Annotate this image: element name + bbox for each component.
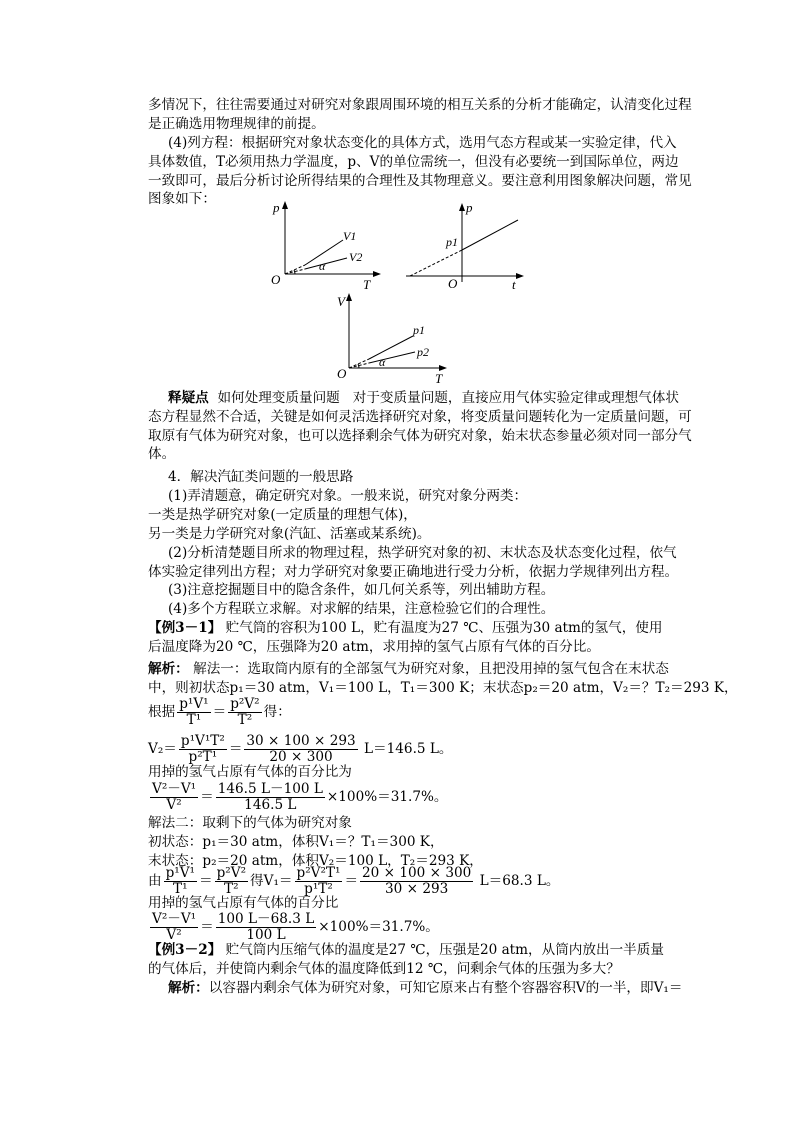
example-text: 贮气筒内压缩气体的温度是27 ℃，压强是20 atm，从筒内放出一半质量	[225, 942, 664, 958]
origin-label: O	[271, 272, 281, 287]
fraction: $\frac{\text{p²V²}}{\text{T²}}$	[216, 865, 247, 897]
pt-isochore-graph	[265, 198, 385, 297]
paragraph-line: (1)弄清题意，确定研究对象。一般来说，研究对象分两类：	[168, 488, 528, 504]
solution-text: 以容器内剩余气体为研究对象，可知它原来占有整个容器容积V的一半，即V₁＝	[208, 980, 683, 996]
example-tag: 【例3－2】	[148, 942, 222, 958]
eq-text: 由	[148, 873, 162, 889]
line-label: V1	[343, 229, 357, 243]
axis-label-x: T	[363, 277, 371, 292]
example-line: 后温度降为20 ℃，压强降为20 atm，求用掉的氢气占原有气体的百分比。	[148, 639, 600, 655]
section-heading: 4．解决汽缸类问题的一般思路	[168, 469, 354, 485]
paragraph-line: 一致即可，最后分析讨论所得结果的合理性及其物理意义。要注意利用图象解决问题，常见	[148, 173, 692, 189]
paragraph-line: (4)列方程：根据研究对象状态变化的具体方式，选用气态方程或某一实验定律，代入	[168, 135, 677, 151]
line-label: p2	[417, 345, 429, 359]
paragraph-line: 用掉的氢气占原有气体的百分比	[148, 895, 339, 911]
paragraph-line: (4)多个方程联立求解。对求解的结果，注意检验它们的合理性。	[168, 601, 555, 617]
paragraph-line: 另一类是力学研究对象(汽缸、活塞或某系统)。	[148, 526, 431, 542]
solution-line: 中，则初状态p₁＝30 atm，V₁＝100 L，T₁＝300 K；末状态p₂＝20 atm，V₂＝？T₂＝293 K，	[148, 680, 738, 696]
paragraph-line: 是正确选用物理规律的前提。	[148, 116, 325, 132]
solution-line	[148, 660, 669, 678]
solution-line	[168, 979, 682, 997]
vt-isobar-graph	[335, 290, 455, 389]
axis-label-x: t	[512, 277, 516, 292]
fraction: $\frac{\text{p¹V¹T²}}{\text{p²T¹}}$	[180, 733, 225, 765]
fraction: $\frac{\text{p²V²T¹}}{\text{p¹T²}}$	[296, 865, 341, 897]
origin-label: O	[337, 366, 347, 381]
intercept-label: p1	[446, 235, 458, 249]
eq-text: 得V₁＝	[250, 873, 293, 889]
equation-line: 根据 $\frac{\text{p¹V¹}}{\text{T¹}}$ ＝ $\frac{\text{p²V²}}{\text{T²}}$ 得：	[148, 696, 291, 728]
paragraph-line: 图象如下：	[148, 191, 216, 207]
example-text: 贮气筒的容积为100 L，贮有温度为27 ℃、压强为30 atm的氢气，使用	[225, 620, 663, 636]
note-line	[168, 389, 679, 407]
eq-text: ×100%＝31.7%。	[318, 919, 439, 935]
axis-label-y: V	[337, 294, 345, 309]
paragraph-line: 具体数值，T必须用热力学温度，p、V的单位需统一，但没有必要统一到国际单位，两边	[148, 154, 679, 170]
paragraph-line: 一类是热学研究对象(一定质量的理想气体)，	[148, 507, 417, 523]
eq-text: 根据	[148, 704, 176, 720]
axis-label-y: p	[466, 200, 473, 215]
example-line	[148, 619, 662, 637]
solution-tag: 解析：	[168, 980, 209, 996]
paragraph-line: 解法二：取剩下的气体为研究对象	[148, 815, 352, 831]
fraction: $\frac{20 \times 100 \times 300}{30 \times 293}$	[362, 865, 472, 897]
fraction: $\frac{\text{V²－V¹}}{\text{V²}}$	[152, 911, 197, 943]
eq-text: V₂＝	[148, 741, 177, 757]
solution-tag: 解析：	[148, 661, 189, 677]
paragraph-line: 初状态：p₁＝30 atm，体积V₁＝？T₁＝300 K，	[148, 834, 444, 850]
eq-text: L＝68.3 L。	[479, 873, 560, 889]
equation-line: $\frac{\text{V²－V¹}}{\text{V²}}$ ＝ $\frac{146.5 L-100 L}{146.5 L}$ ×100%＝31.7%。	[152, 781, 448, 813]
fraction: $\frac{30 \times 100 \times 293}{20 \times 300}$	[246, 733, 356, 765]
paragraph-line: 体实验定律列出方程；对力学研究对象要正确地进行受力分析，依据力学规律列出方程。	[148, 564, 679, 580]
paragraph-line: (2)分析清楚题目所求的物理过程，热学研究对象的初、末状态及状态变化过程，依气	[168, 545, 677, 561]
eq-text: 得：	[263, 704, 291, 720]
equation-line: 由 $\frac{\text{p¹V¹}}{\text{T¹}}$ ＝ $\frac{\text{p²V²}}{\text{T²}}$ 得V₁＝ $\frac{\text{p²V²T¹}}{\text{p¹T²}}$ ＝ $\frac{20 \times 100 \times 300}{30 \times 293}$ L＝68.3 L。	[148, 865, 560, 897]
fraction: $\frac{\text{V²－V¹}}{\text{V²}}$	[152, 781, 197, 813]
paragraph-line: 用掉的氢气占原有气体的百分比为	[148, 764, 352, 780]
fraction: $\frac{100 L-68.3 L}{100 L}$	[217, 911, 315, 943]
line-label: V2	[349, 250, 363, 264]
angle-label: α	[319, 259, 326, 273]
example-line: 的气体后，并使筒内剩余气体的温度降低到12 ℃，问剩余气体的压强为多大？	[148, 961, 620, 977]
eq-text: ×100%＝31.7%。	[326, 789, 448, 805]
fraction: $\frac{\text{p¹V¹}}{\text{T¹}}$	[179, 696, 209, 728]
fraction: $\frac{\text{p¹V¹}}{\text{T¹}}$	[165, 865, 196, 897]
note-title: 如何处理变质量问题	[217, 390, 340, 406]
paragraph-line: 末状态：p₂＝20 atm，体积V₂＝100 L，T₂＝293 K，	[148, 853, 483, 869]
axis-label-x: T	[435, 371, 443, 385]
origin-label: O	[448, 276, 458, 291]
eq-text: L＝146.5 L。	[364, 741, 453, 757]
note-line: 体。	[148, 446, 176, 462]
paragraph-line: 多情况下，往往需要通过对研究对象跟周围环境的相互关系的分析才能确定，认清变化过程	[148, 97, 692, 113]
angle-label: α	[379, 355, 386, 369]
note-line: 态方程显然不合适，关键是如何灵活选择研究对象，将变质量问题转化为一定质量问题，可	[148, 409, 692, 425]
example-tag: 【例3－1】	[148, 620, 222, 636]
solution-text: 解法一：选取筒内原有的全部氢气为研究对象，且把没用掉的氢气包含在末状态	[193, 661, 669, 677]
fraction: $\frac{146.5 L-100 L}{146.5 L}$	[217, 781, 323, 813]
fraction: $\frac{\text{p²V²}}{\text{T²}}$	[230, 696, 260, 728]
axis-label-y: p	[273, 200, 280, 215]
note-text: 对于变质量问题，直接应用气体实验定律或理想气体状	[352, 390, 679, 406]
note-line: 取原有气体为研究对象，也可以选择剩余气体为研究对象，始末状态参量必须对同一部分气	[148, 428, 692, 444]
note-tag: 释疑点	[168, 390, 209, 406]
line-label: p1	[413, 323, 425, 337]
equation-line: V₂＝ $\frac{\text{p¹V¹T²}}{\text{p²T¹}}$ ＝ $\frac{30 \times 100 \times 293}{20 \times 300}$ L＝146.5 L。	[148, 733, 453, 765]
pt-celsius-graph	[404, 198, 529, 297]
paragraph-line: (3)注意挖掘题目中的隐含条件，如几何关系等，列出辅助方程。	[168, 582, 555, 598]
equation-line: $\frac{\text{V²－V¹}}{\text{V²}}$ ＝ $\frac{100 L-68.3 L}{100 L}$ ×100%＝31.7%。	[152, 911, 439, 943]
example-line	[148, 941, 664, 959]
